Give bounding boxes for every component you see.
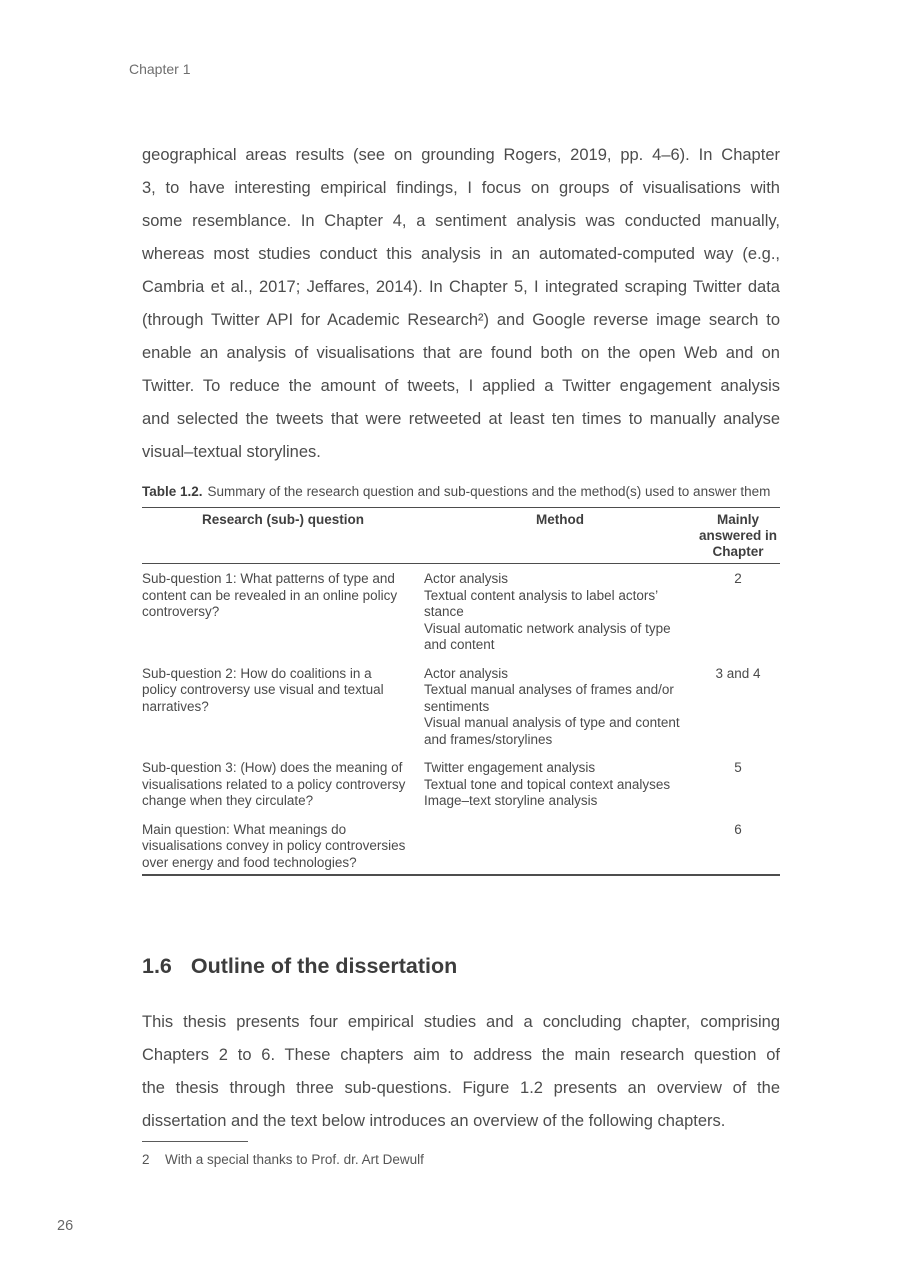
paragraph-line: some resemblance. In Chapter 4, a sentiment analysis was conducted manually,	[142, 212, 780, 230]
method-line: and content	[424, 637, 495, 652]
method-line: and frames/storylines	[424, 731, 553, 747]
paragraph-line-footnote-ref: (through Twitter API for Academic Research²) and Google reverse image search to	[142, 311, 780, 329]
footnote	[142, 1151, 780, 1169]
question-line: Sub-question 2: How do coalitions in a	[142, 665, 372, 681]
section-title: Outline of the dissertation	[190, 954, 458, 978]
question-line: narratives?	[142, 698, 209, 714]
running-header: Chapter 1	[129, 61, 191, 77]
paragraph-line: Cambria et al., 2017; Jeffares, 2014). In Chapter 5, I integrated scraping Twitter data	[142, 278, 780, 296]
paragraph-line: geographical areas results (see on grounding Rogers, 2019, pp. 4–6). In Chapter	[142, 146, 780, 164]
method-line: Textual tone and topical context analyses	[424, 776, 671, 792]
column-header-method: Method	[536, 512, 584, 527]
question-line: Sub-question 3: (How) does the meaning of	[142, 760, 403, 775]
question-line: over energy and food technologies?	[142, 854, 357, 870]
footnote-divider	[142, 1141, 248, 1142]
method-cell	[424, 571, 696, 654]
question-line: controversy?	[142, 604, 220, 619]
method-line: sentiments	[424, 698, 490, 714]
table-row	[142, 822, 780, 872]
column-header-chapter	[696, 512, 780, 560]
column-header-question: Research (sub-) question	[201, 512, 365, 527]
table-header-row	[142, 508, 780, 564]
method-line: Textual manual analyses of frames and/or	[424, 682, 674, 697]
page-number: 26	[57, 1218, 74, 1234]
question-cell	[142, 760, 424, 810]
method-cell	[424, 760, 696, 810]
section-heading	[142, 951, 457, 981]
method-line: Actor analysis	[424, 571, 509, 586]
question-line: visualisations convey in policy controversies	[142, 838, 406, 853]
question-cell	[142, 822, 424, 872]
paragraph-line: and selected the tweets that were retweeted at least ten times to manually analyse	[142, 410, 780, 428]
question-line: Main question: What meanings do	[142, 821, 347, 837]
method-line: Image–text storyline analysis	[424, 793, 598, 808]
column-header-chapter-line: answered in	[698, 528, 778, 543]
method-line: Textual content analysis to label actors’	[424, 587, 659, 603]
method-line: Visual automatic network analysis of type	[424, 620, 671, 636]
paragraph-line: whereas most studies conduct this analysis in an automated-computed way (e.g.,	[142, 245, 780, 263]
method-line: Actor analysis	[424, 665, 509, 681]
question-line: Sub-question 1: What patterns of type and	[142, 571, 395, 586]
table-row	[142, 666, 780, 749]
table-row	[142, 760, 780, 810]
chapter-cell: 3 and 4	[715, 665, 761, 681]
intro-paragraph	[142, 139, 780, 469]
paragraph-line: 3, to have interesting empirical findings, I focus on groups of visualisations with	[142, 179, 780, 197]
paragraph-line: the thesis through three sub-questions. Figure 1.2 presents an overview of the	[142, 1079, 780, 1097]
method-cell	[424, 666, 696, 749]
section-number: 1.6	[142, 954, 172, 978]
table-caption	[142, 483, 780, 500]
column-header-chapter-line: Chapter	[712, 544, 764, 559]
question-line: visualisations related to a policy controversy	[142, 776, 406, 792]
chapter-cell: 5	[734, 760, 742, 775]
table-caption-text: Summary of the research question and sub-questions and the method(s) used to answer them	[207, 484, 771, 499]
outline-paragraph	[142, 1006, 780, 1138]
chapter-cell: 6	[734, 821, 742, 837]
method-line: Twitter engagement analysis	[424, 760, 596, 775]
paragraph-line: enable an analysis of visualisations that are found both on the open Web and on	[142, 344, 780, 362]
table-row	[142, 571, 780, 654]
question-cell	[142, 571, 424, 621]
paragraph-line: Twitter. To reduce the amount of tweets, I applied a Twitter engagement analysis	[142, 377, 780, 395]
column-header-chapter-line: Mainly	[716, 512, 759, 527]
chapter-cell: 2	[734, 571, 742, 586]
research-questions-table	[142, 507, 780, 876]
paragraph-line: This thesis presents four empirical studies and a concluding chapter, comprising	[142, 1013, 780, 1031]
question-cell	[142, 666, 424, 716]
question-line: content can be revealed in an online policy	[142, 587, 398, 603]
method-line: stance	[424, 604, 464, 619]
method-line: Visual manual analysis of type and content	[424, 715, 680, 730]
table-caption-label: Table 1.2.	[142, 484, 203, 499]
paragraph-line: dissertation and the text below introduces an overview of the following chapters.	[142, 1112, 726, 1130]
paragraph-line: visual–textual storylines.	[142, 443, 321, 461]
question-line: change when they circulate?	[142, 793, 314, 808]
table-body	[142, 564, 780, 876]
footnote-marker: 2	[142, 1152, 150, 1167]
footnote-text: With a special thanks to Prof. dr. Art Dewulf	[165, 1152, 424, 1167]
question-line: policy controversy use visual and textual	[142, 682, 384, 697]
paragraph-line: Chapters 2 to 6. These chapters aim to address the main research question of	[142, 1046, 780, 1064]
